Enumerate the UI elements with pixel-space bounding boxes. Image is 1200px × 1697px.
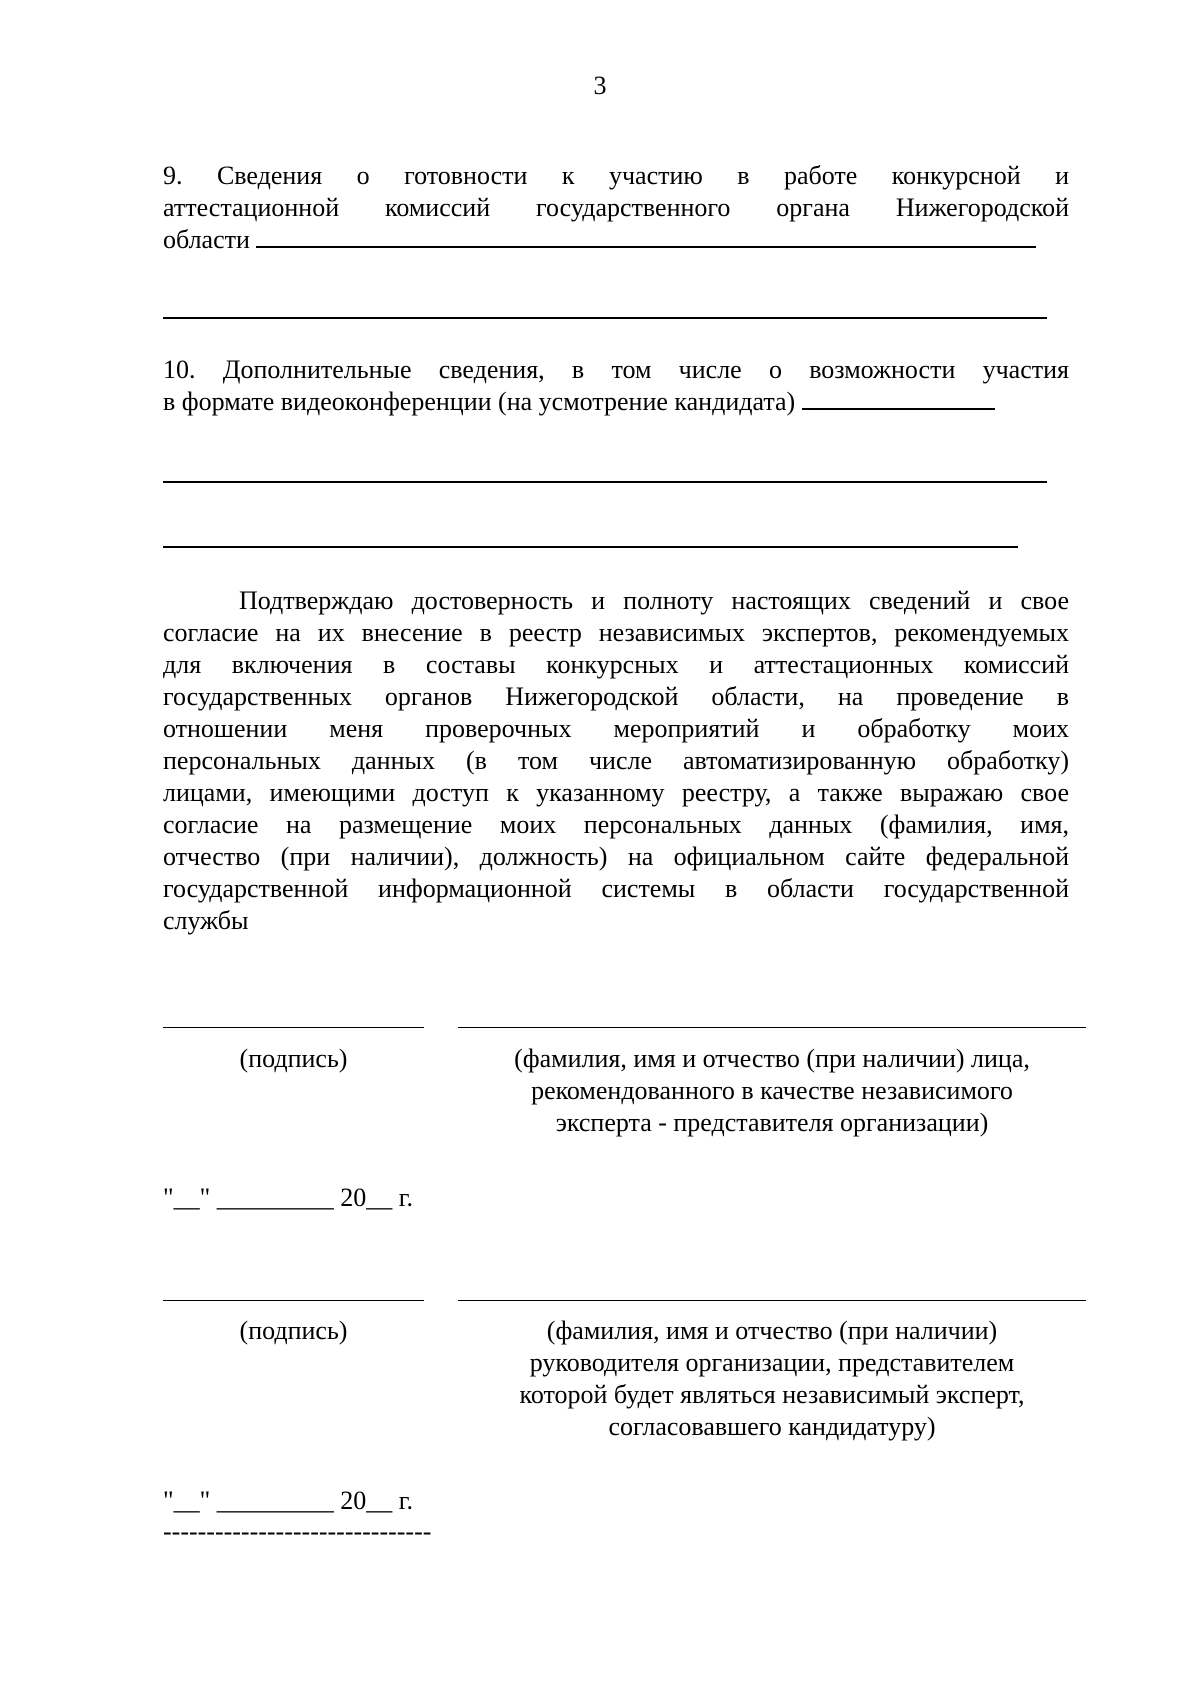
section-10 xyxy=(163,354,1069,418)
consent-line: для включения в составы конкурсных и аттестационных комиссий xyxy=(163,650,1069,679)
consent-line: лицами, имеющими доступ к указанному реестру, а также выражаю свое xyxy=(163,778,1069,807)
section-9-line-2: аттестационной комиссий государственного органа Нижегородской xyxy=(163,193,1069,222)
name-1-caption-line: рекомендованного в качестве независимого xyxy=(531,1076,1013,1105)
section-9-input-line[interactable] xyxy=(256,224,1036,248)
section-10-line-1: 10. Дополнительные сведения, в том числе о возможности участия xyxy=(163,355,1069,384)
consent-line: согласие на их внесение в реестр независимых экспертов, рекомендуемых xyxy=(163,618,1069,647)
section-10-input-line[interactable] xyxy=(802,386,995,410)
section-9-line-3 xyxy=(163,224,1069,256)
consent-line: персональных данных (в том числе автоматизированную обработку) xyxy=(163,746,1069,775)
consent-line: Подтверждаю достоверность и полноту настоящих сведений и свое xyxy=(239,586,1069,615)
end-dashes: ------------------------------- xyxy=(163,1517,432,1546)
section-9 xyxy=(163,160,1069,256)
consent-line: согласие на размещение моих персональных данных (фамилия, имя, xyxy=(163,810,1069,839)
signature-2-caption: (подпись) xyxy=(239,1316,348,1345)
date-2[interactable]: "__" _________ 20__ г. xyxy=(163,1486,413,1515)
name-2-caption-line: которой будет являться независимый эксперт, xyxy=(519,1380,1025,1409)
date-1[interactable]: "__" _________ 20__ г. xyxy=(163,1183,413,1212)
name-2-caption-line: (фамилия, имя и отчество (при наличии) xyxy=(546,1316,998,1345)
consent-line: государственных органов Нижегородской области, на проведение в xyxy=(163,682,1069,711)
name-2-caption-line: руководителя организации, представителем xyxy=(529,1348,1015,1377)
signature-2-line[interactable] xyxy=(163,1300,424,1301)
page-number: 3 xyxy=(593,71,607,100)
consent-line: отношении меня проверочных мероприятий и обработку моих xyxy=(163,714,1069,743)
name-2-caption-line: согласовавшего кандидатуру) xyxy=(608,1412,936,1441)
section-9-line-1: 9. Сведения о готовности к участию в работе конкурсной и xyxy=(163,161,1069,190)
consent-line: государственной информационной системы в области государственной xyxy=(163,874,1069,903)
name-1-caption xyxy=(440,1043,1104,1139)
section-10-blank-line-1[interactable] xyxy=(163,481,1047,483)
section-10-line-2 xyxy=(163,386,1069,418)
name-2-caption xyxy=(440,1315,1104,1443)
name-1-line[interactable] xyxy=(458,1027,1086,1028)
name-1-caption-line: (фамилия, имя и отчество (при наличии) лица, xyxy=(514,1044,1030,1073)
consent-paragraph xyxy=(163,585,1069,937)
section-9-label: области xyxy=(163,225,250,254)
section-10-label: в формате видеоконференции (на усмотрение кандидата) xyxy=(163,387,796,416)
signature-1-caption: (подпись) xyxy=(239,1044,348,1073)
consent-line: отчество (при наличии), должность) на официальном сайте федеральной xyxy=(163,842,1069,871)
consent-line: службы xyxy=(163,906,249,935)
name-2-line[interactable] xyxy=(458,1300,1086,1301)
section-10-blank-line-2[interactable] xyxy=(163,546,1018,548)
name-1-caption-line: эксперта - представителя организации) xyxy=(555,1108,989,1137)
signature-1-line[interactable] xyxy=(163,1027,424,1028)
section-9-blank-line[interactable] xyxy=(163,317,1047,319)
